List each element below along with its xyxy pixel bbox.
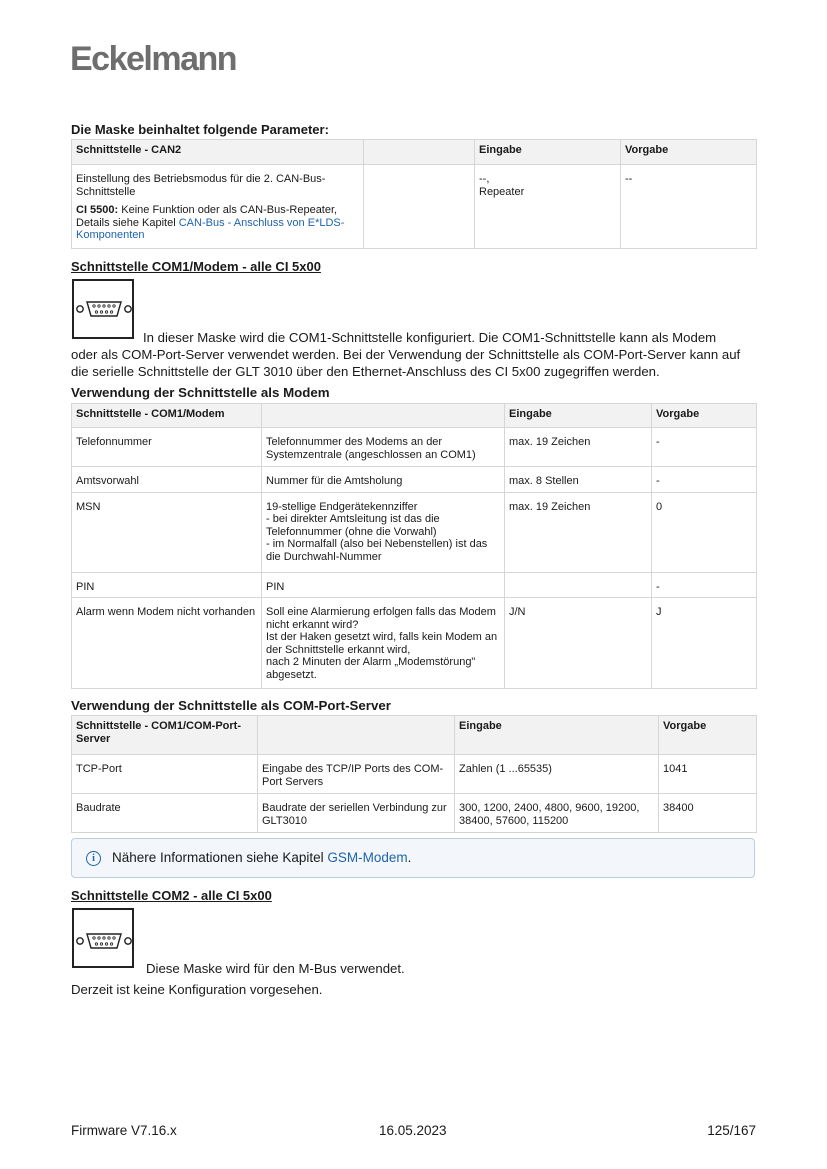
cell-default: 1041	[659, 755, 757, 794]
cell-description: Soll eine Alarmierung erfolgen falls das Modem nicht erkannt wird? Ist der Haken gesetzt wird, falls kein Modem an der Schnittstelle erkannt wird, nach 2 Minuten der Alarm „Modemstörung" abgesetzt.	[262, 598, 505, 689]
cell-input: Zahlen (1 ...65535)	[455, 755, 659, 794]
footer-date: 16.05.2023	[379, 1123, 447, 1138]
com1-paragraph-first-line: In dieser Maske wird die COM1-Schnittstelle konfiguriert. Die COM1-Schnittstelle kann als Modem	[143, 330, 717, 345]
server-header-input: Eingabe	[455, 716, 659, 755]
cell-parameter: Amtsvorwahl	[72, 467, 262, 493]
table-row	[72, 492, 757, 572]
table-row	[72, 794, 757, 833]
can2-header-interface: Schnittstelle - CAN2	[72, 140, 364, 165]
footer-page-number: 125/167	[707, 1123, 756, 1138]
info-callout	[71, 838, 755, 878]
server-heading: Verwendung der Schnittstelle als COM-Port-Server	[71, 698, 391, 713]
modem-header-empty	[262, 404, 505, 428]
cell-description: PIN	[262, 572, 505, 598]
can2-header-empty	[364, 140, 475, 165]
intro-heading: Die Maske beinhaltet folgende Parameter:	[71, 122, 329, 137]
modem-heading: Verwendung der Schnittstelle als Modem	[71, 385, 330, 400]
can2-description: Einstellung des Betriebsmodus für die 2. CAN-Bus-Schnittstelle	[76, 173, 326, 198]
com2-paragraph-first: Diese Maske wird für den M-Bus verwendet.	[146, 961, 405, 976]
gsm-modem-link[interactable]: GSM-Modem	[327, 850, 408, 865]
cell-default: -	[652, 467, 757, 493]
server-table	[71, 715, 757, 833]
table-row	[72, 467, 757, 493]
cell-parameter: Baudrate	[72, 794, 258, 833]
cell-input: max. 8 Stellen	[505, 467, 652, 493]
cell-description: Eingabe des TCP/IP Ports des COM-Port Servers	[258, 755, 455, 794]
cell-input: 300, 1200, 2400, 4800, 9600, 19200, 38400, 57600, 115200	[455, 794, 659, 833]
can2-empty-cell	[364, 165, 475, 249]
company-logo: Eckelmann	[70, 40, 237, 78]
can2-chapter-link[interactable]: CAN-Bus - Anschluss von E*LDS-Komponenten	[76, 216, 345, 241]
can2-input-option-1: --,	[479, 173, 490, 185]
modem-header-interface: Schnittstelle - COM1/Modem	[72, 404, 262, 428]
cell-description: Telefonnummer des Modems an der Systemzentrale (angeschlossen an COM1)	[262, 428, 505, 467]
can2-default: --	[621, 165, 757, 249]
serial-port-icon	[72, 279, 134, 339]
server-header-default: Vorgabe	[659, 716, 757, 755]
table-row	[72, 598, 757, 689]
modem-table	[71, 403, 757, 689]
cell-description: Baudrate der seriellen Verbindung zur GLT3010	[258, 794, 455, 833]
can2-ci-text: Keine Funktion oder als CAN-Bus-Repeater, Details siehe Kapitel	[76, 204, 338, 229]
cell-input	[505, 572, 652, 598]
info-text-suffix: .	[407, 850, 412, 865]
cell-default: J	[652, 598, 757, 689]
server-header-empty	[258, 716, 455, 755]
cell-parameter: TCP-Port	[72, 755, 258, 794]
cell-input: J/N	[505, 598, 652, 689]
modem-header-input: Eingabe	[505, 404, 652, 428]
can2-header-default: Vorgabe	[621, 140, 757, 165]
cell-parameter: Alarm wenn Modem nicht vorhanden	[72, 598, 262, 689]
cell-default: -	[652, 428, 757, 467]
info-text	[112, 850, 411, 865]
cell-input: max. 19 Zeichen	[505, 428, 652, 467]
table-row	[72, 428, 757, 467]
cell-description: 19-stellige Endgerätekennziffer - bei direkter Amtsleitung ist das die Telefonnummer (ohne die Vorwahl) - im Normalfall (also bei Nebenstellen) ist das die Durchwahl-Nummer	[262, 492, 505, 572]
can2-table	[71, 139, 757, 249]
can2-header-input: Eingabe	[475, 140, 621, 165]
table-row	[72, 755, 757, 794]
cell-default: 0	[652, 492, 757, 572]
server-header-interface: Schnittstelle - COM1/COM-Port-Server	[72, 716, 258, 755]
footer-firmware: Firmware V7.16.x	[71, 1123, 177, 1138]
info-text-prefix: Nähere Informationen siehe Kapitel	[112, 850, 328, 865]
cell-description: Nummer für die Amtsholung	[262, 467, 505, 493]
cell-parameter: Telefonnummer	[72, 428, 262, 467]
cell-parameter: MSN	[72, 492, 262, 572]
cell-parameter: PIN	[72, 572, 262, 598]
com2-paragraph-second: Derzeit ist keine Konfiguration vorgesehen.	[71, 982, 323, 997]
cell-default: -	[652, 572, 757, 598]
cell-default: 38400	[659, 794, 757, 833]
modem-header-default: Vorgabe	[652, 404, 757, 428]
can2-ci-label: CI 5500:	[76, 204, 119, 216]
can2-input-option-2: Repeater	[479, 185, 525, 198]
com1-paragraph: oder als COM-Port-Server verwendet werden. Bei der Verwendung der Schnittstelle als COM-Port-Server kann auf die serielle Schnittstelle der GLT 3010 über den Ethernet-Anschluss des CI 5x00 zugegriffen werden.	[71, 347, 741, 379]
table-row	[72, 572, 757, 598]
serial-port-icon	[72, 908, 134, 968]
info-icon: i	[86, 851, 101, 866]
com1-heading: Schnittstelle COM1/Modem - alle CI 5x00	[71, 259, 321, 274]
cell-input: max. 19 Zeichen	[505, 492, 652, 572]
com2-heading: Schnittstelle COM2 - alle CI 5x00	[71, 888, 272, 903]
